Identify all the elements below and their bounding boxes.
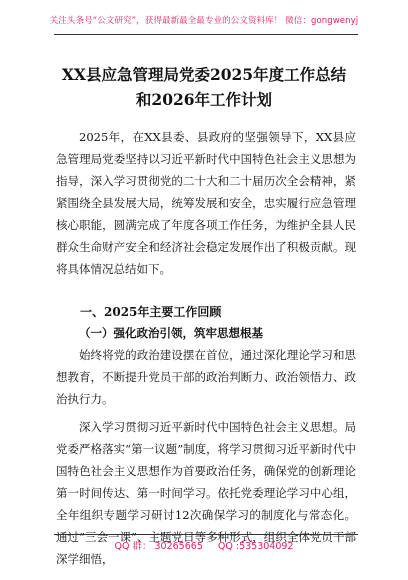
intro-paragraph: 2025年，在XX县委、县政府的坚强领导下，XX县应急管理局党委坚持以习近平新时代中国特色社会主义思想为指导，深入学习贯彻党的二十大和二十届历次全会精神，紧紧围绕全县发展大局，统筹发展和安全，忠实履行应急管理核心职能，圆满完成了年度各项工作任务，为维护全县人民群众生命财产安全和经济社会稳定发展作出了积极贡献。现将具体情况总结如下。 [56, 130, 356, 276]
subsection-heading: （一）强化政治引领，筑牢思想根基 [79, 326, 263, 340]
footer-contact [0, 538, 408, 552]
paragraph-1: 始终将党的政治建设摆在首位，通过深化理论学习和思想教育，不断提升党员干部的政治判断力、政治领悟力、政治执行力。 [56, 348, 356, 406]
footer-qq: QQ :535304092 [217, 541, 294, 552]
document-title [40, 62, 368, 112]
header-banner: 关注头条号“公文研究”，获得最新最全最专业的公文资料库！ 微信：gongwenyj [49, 16, 359, 26]
header-divider [54, 34, 358, 35]
footer-qq-group: QQ 群： 30265665 [114, 541, 203, 552]
section-heading: 一、2025年主要工作回顾 [80, 305, 222, 319]
paragraph-2: 深入学习贯彻习近平新时代中国特色社会主义思想。局党委严格落实“第一议题”制度，将学习贯彻习近平新时代中国特色社会主义思想作为首要政治任务，确保党的创新理论第一时间传达、第一时间学习。依托党委理论学习中心组，全年组织专题学习研讨12次确保学习的制度化与常态化。通过“三会一课”、主题党日等多种形式，组织全体党员干部深学细悟， [56, 420, 356, 566]
footer-divider [54, 534, 358, 535]
title-line-2: 和2026年工作计划 [135, 90, 273, 109]
title-line-1: XX县应急管理局党委2025年度工作总结 [61, 65, 347, 84]
